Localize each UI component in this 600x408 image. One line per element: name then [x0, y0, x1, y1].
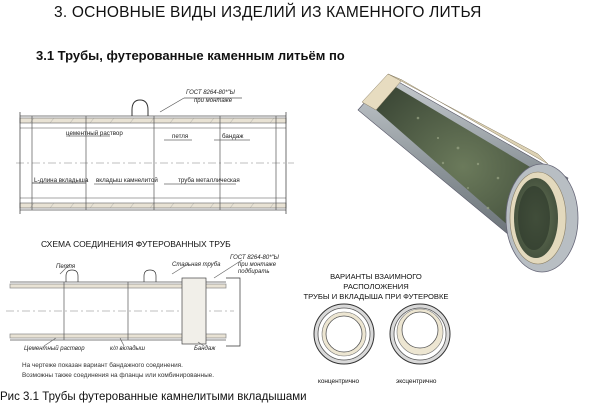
schema-liner-label: к/л вкладыш	[110, 346, 145, 352]
loop-label: петля	[172, 133, 189, 140]
schema-bandage-label: Бандаж	[194, 346, 216, 352]
bandage-label: бандаж	[222, 133, 244, 140]
variants-title	[300, 272, 452, 302]
schema-gost-sub-label: при монтаже	[238, 262, 277, 268]
schema-steel-pipe-label: Стальная труба	[172, 262, 221, 268]
schema-loop-label: Петля	[56, 264, 76, 270]
variants-diagram	[308, 300, 458, 372]
lined-pipe-3d-render	[348, 68, 586, 278]
figure-caption: Рис 3.1 Трубы футерованные камнелитыми вкладышами	[0, 391, 307, 403]
schema-cement-label: Цементный раствор	[24, 346, 85, 352]
page-heading: 3. ОСНОВНЫЕ ВИДЫ ИЗДЕЛИЙ ИЗ КАМЕННОГО ЛИТЬЯ	[54, 4, 482, 21]
eccentric-ring	[390, 304, 450, 364]
schema-gost-label: ГОСТ 8264-80*"Ы	[230, 255, 279, 261]
concentric-ring	[314, 304, 374, 364]
liner-label: вкладыш камнелитой	[96, 177, 158, 184]
schema-note-line1: На чертеже показан вариант бандажного соединения.	[22, 362, 183, 369]
schema-title: СХЕМА СОЕДИНЕНИЯ ФУТЕРОВАННЫХ ТРУБ	[41, 239, 231, 249]
variants-title-line2: ТРУБЫ И ВКЛАДЫША ПРИ ФУТЕРОВКЕ	[303, 292, 449, 301]
eccentric-label: эксцентрично	[396, 378, 437, 385]
lined-pipe-drawing	[14, 84, 304, 224]
schema-gost-sub2-label: подбирать	[238, 269, 270, 275]
cement-label: цементный раствор	[66, 130, 123, 137]
pipe-label: труба металлическая	[178, 177, 240, 184]
gost-sub-label: при монтаже	[194, 98, 233, 104]
gost-label: ГОСТ 8264-80*"Ы	[186, 90, 235, 96]
concentric-label: концентрично	[318, 378, 360, 385]
section-subheading: 3.1 Трубы, футерованные каменным литьём по	[36, 48, 345, 63]
variants-title-line1: ВАРИАНТЫ ВЗАИМНОГО РАСПОЛОЖЕНИЯ	[330, 272, 422, 291]
length-label: L-длина вкладыша	[34, 177, 89, 184]
schema-note-line2: Возможны также соединения на фланцы или комбинированные.	[22, 372, 214, 379]
